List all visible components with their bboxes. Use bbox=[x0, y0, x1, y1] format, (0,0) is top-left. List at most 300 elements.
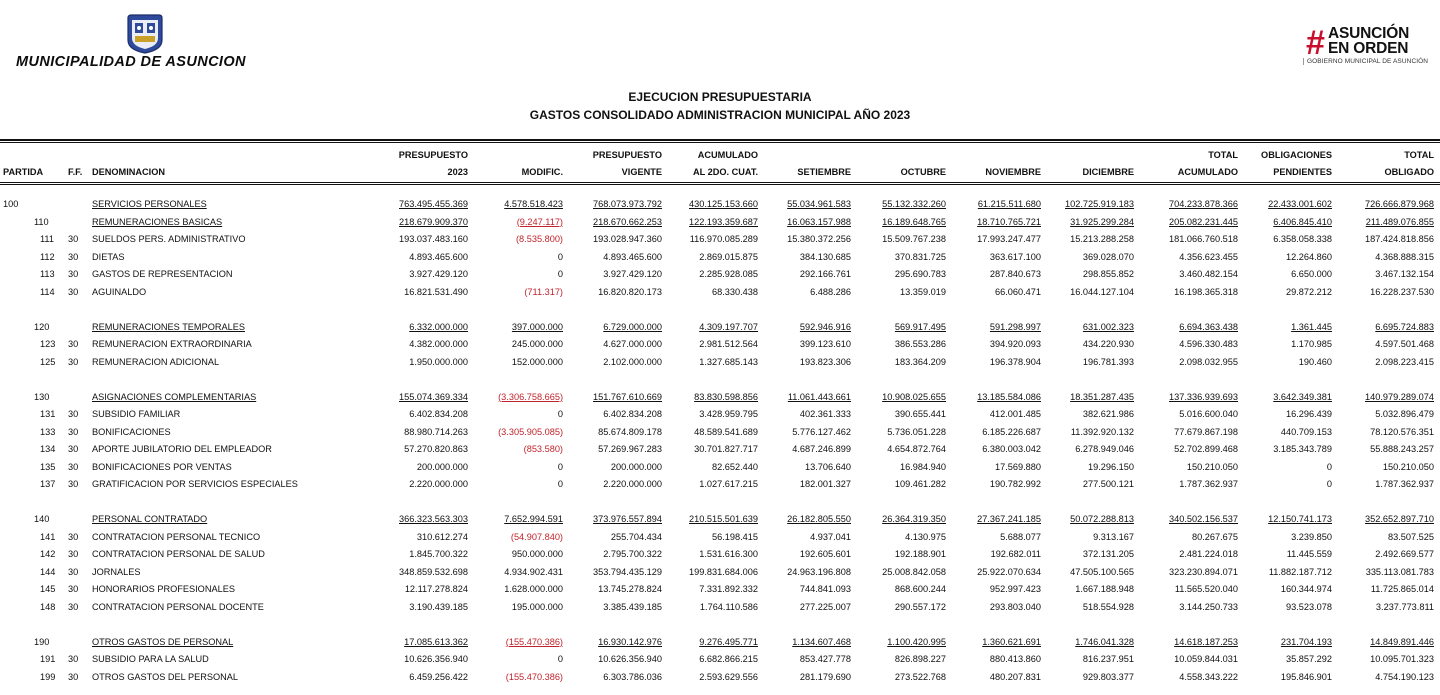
cell-partida: 123 bbox=[40, 339, 56, 349]
cell-presupuesto-vigente: 2.102.000.000 bbox=[603, 356, 662, 367]
cell-total-acumulado: 1.787.362.937 bbox=[1179, 479, 1238, 489]
cell-presupuesto-vigente: 2.795.700.322 bbox=[603, 549, 662, 559]
cell-obligaciones-pendientes: 160.344.974 bbox=[1280, 584, 1332, 594]
cell-denominacion: ASIGNACIONES COMPLEMENTARIAS bbox=[92, 391, 257, 402]
cell-noviembre: 6.185.226.687 bbox=[982, 426, 1041, 437]
cell-acumulado-2do-cuat: 1.327.685.143 bbox=[699, 356, 758, 367]
cell-diciembre: 11.392.920.132 bbox=[1070, 426, 1134, 437]
cell-ff: 30 bbox=[68, 426, 79, 437]
cell-diciembre: 1.746.041.328 bbox=[1075, 636, 1134, 647]
cell-diciembre: 15.213.288.258 bbox=[1070, 234, 1134, 244]
table-top-rule bbox=[0, 139, 1440, 141]
cell-acumulado-2do-cuat: 210.515.501.639 bbox=[689, 514, 758, 524]
cell-modific: 0 bbox=[557, 251, 563, 262]
table-top-rule-thin bbox=[0, 142, 1440, 143]
cell-total-acumulado: 3.144.250.733 bbox=[1179, 601, 1238, 612]
cell-setiembre: 281.179.690 bbox=[799, 671, 851, 682]
cell-presupuesto-vigente: 6.729.000.000 bbox=[603, 321, 662, 332]
cell-octubre: 569.917.495 bbox=[894, 321, 946, 332]
table-row-subtotal bbox=[0, 635, 1440, 653]
cell-denominacion: REMUNERACION ADICIONAL bbox=[92, 356, 220, 367]
cell-denominacion: DIETAS bbox=[92, 251, 125, 262]
cell-setiembre: 182.001.327 bbox=[799, 479, 851, 489]
cell-octubre: 13.359.019 bbox=[900, 286, 946, 297]
cell-setiembre: 277.225.007 bbox=[799, 601, 851, 612]
table-row-subtotal bbox=[0, 512, 1440, 530]
cell-acumulado-2do-cuat: 48.589.541.689 bbox=[694, 426, 758, 437]
cell-ff: 30 bbox=[68, 234, 79, 244]
cell-modific: (8.535.800) bbox=[516, 234, 563, 244]
cell-partida: 145 bbox=[40, 584, 56, 594]
cell-noviembre: 17.993.247.477 bbox=[977, 234, 1041, 244]
cell-obligaciones-pendientes: 11.882.187.712 bbox=[1268, 566, 1332, 577]
table-row-subtotal bbox=[0, 390, 1440, 408]
cell-octubre: 25.008.842.058 bbox=[882, 566, 946, 577]
cell-denominacion: HONORARIOS PROFESIONALES bbox=[92, 584, 235, 594]
report-title: EJECUCION PRESUPUESTARIA bbox=[628, 90, 812, 104]
cell-modific: 0 bbox=[557, 654, 563, 664]
col-vigente-top: PRESUPUESTO bbox=[592, 150, 662, 160]
cell-total-acumulado: 10.059.844.031 bbox=[1174, 654, 1238, 664]
cell-acumulado-2do-cuat: 7.331.892.332 bbox=[699, 584, 758, 594]
cell-obligaciones-pendientes: 12.150.741.173 bbox=[1268, 514, 1332, 524]
cell-total-obligado: 2.492.669.577 bbox=[1375, 549, 1434, 559]
cell-diciembre: 47.505.100.565 bbox=[1070, 566, 1134, 577]
cell-partida: 199 bbox=[40, 671, 56, 682]
cell-presupuesto-2023: 155.074.369.334 bbox=[399, 391, 468, 402]
cell-diciembre: 18.351.287.435 bbox=[1070, 391, 1134, 402]
cell-noviembre: 5.688.077 bbox=[1000, 531, 1041, 542]
campaign-slogan-line2: EN ORDEN bbox=[1328, 40, 1409, 57]
cell-denominacion: PERSONAL CONTRATADO bbox=[92, 514, 208, 524]
row-spacer bbox=[0, 617, 1440, 635]
cell-setiembre: 13.706.640 bbox=[805, 461, 851, 472]
cell-presupuesto-2023: 763.495.455.369 bbox=[399, 199, 468, 209]
col-acumulado-top: ACUMULADO bbox=[697, 150, 758, 160]
cell-octubre: 868.600.244 bbox=[894, 584, 946, 594]
cell-presupuesto-2023: 4.382.000.000 bbox=[409, 339, 468, 349]
cell-total-acumulado: 4.596.330.483 bbox=[1179, 339, 1238, 349]
col-total-oblig-bottom: OBLIGADO bbox=[1384, 167, 1434, 177]
cell-modific: 0 bbox=[557, 409, 563, 419]
table-row bbox=[0, 670, 1440, 688]
cell-denominacion: CONTRATACION PERSONAL DOCENTE bbox=[92, 601, 264, 612]
cell-setiembre: 55.034.961.583 bbox=[787, 199, 851, 209]
cell-diciembre: 816.237.951 bbox=[1082, 654, 1134, 664]
cell-partida: 114 bbox=[40, 286, 55, 297]
cell-ff: 30 bbox=[68, 654, 79, 664]
cell-modific: (155.470.386) bbox=[505, 636, 563, 647]
cell-setiembre: 853.427.778 bbox=[799, 654, 851, 664]
cell-presupuesto-2023: 348.859.532.698 bbox=[399, 566, 468, 577]
cell-presupuesto-2023: 6.402.834.208 bbox=[409, 409, 468, 419]
cell-diciembre: 369.028.070 bbox=[1082, 251, 1134, 262]
cell-total-obligado: 4.368.888.315 bbox=[1375, 251, 1434, 262]
row-spacer bbox=[0, 372, 1440, 390]
cell-acumulado-2do-cuat: 1.027.617.215 bbox=[699, 479, 758, 489]
cell-acumulado-2do-cuat: 9.276.495.771 bbox=[699, 636, 758, 647]
cell-partida: 113 bbox=[40, 269, 55, 279]
table-row-subtotal bbox=[0, 197, 1440, 215]
cell-obligaciones-pendientes: 29.872.212 bbox=[1286, 286, 1332, 297]
cell-noviembre: 287.840.673 bbox=[989, 269, 1041, 279]
cell-obligaciones-pendientes: 0 bbox=[1326, 479, 1332, 489]
cell-partida: 190 bbox=[34, 636, 50, 647]
cell-setiembre: 384.130.685 bbox=[799, 251, 851, 262]
cell-modific: 195.000.000 bbox=[511, 601, 563, 612]
cell-denominacion: SUELDOS PERS. ADMINISTRATIVO bbox=[92, 234, 246, 244]
cell-presupuesto-2023: 310.612.274 bbox=[416, 531, 468, 542]
table-row bbox=[0, 355, 1440, 373]
cell-setiembre: 399.123.610 bbox=[799, 339, 851, 349]
report-header bbox=[0, 0, 1440, 135]
cell-octubre: 192.188.901 bbox=[894, 549, 946, 559]
cell-ff: 30 bbox=[68, 269, 79, 279]
cell-obligaciones-pendientes: 11.445.559 bbox=[1286, 549, 1332, 559]
cell-total-acumulado: 150.210.050 bbox=[1186, 461, 1238, 472]
cell-noviembre: 412.001.485 bbox=[989, 409, 1041, 419]
cell-acumulado-2do-cuat: 83.830.598.856 bbox=[694, 391, 758, 402]
cell-presupuesto-vigente: 353.794.435.129 bbox=[593, 566, 662, 577]
cell-partida: 148 bbox=[40, 601, 56, 612]
cell-partida: 144 bbox=[40, 566, 56, 577]
cell-total-obligado: 78.120.576.351 bbox=[1370, 426, 1434, 437]
cell-presupuesto-vigente: 85.674.809.178 bbox=[598, 426, 662, 437]
cell-octubre: 15.509.767.238 bbox=[882, 234, 946, 244]
cell-obligaciones-pendientes: 1.361.445 bbox=[1291, 321, 1332, 332]
cell-partida: 125 bbox=[40, 356, 56, 367]
cell-partida: 137 bbox=[40, 479, 56, 489]
col-partida: PARTIDA bbox=[3, 167, 44, 177]
cell-modific: (155.470.386) bbox=[505, 671, 563, 682]
cell-presupuesto-vigente: 151.767.610.669 bbox=[593, 391, 662, 402]
cell-ff: 30 bbox=[68, 286, 79, 297]
cell-octubre: 273.522.768 bbox=[894, 671, 946, 682]
cell-setiembre: 192.605.601 bbox=[799, 549, 851, 559]
col-ff: F.F. bbox=[68, 167, 83, 177]
table-row bbox=[0, 547, 1440, 565]
cell-presupuesto-vigente: 4.627.000.000 bbox=[603, 339, 662, 349]
cell-total-acumulado: 340.502.156.537 bbox=[1169, 514, 1238, 524]
cell-setiembre: 193.823.306 bbox=[799, 356, 851, 367]
col-oblig-bottom: PENDIENTES bbox=[1273, 167, 1332, 177]
coat-of-arms-logo bbox=[122, 14, 168, 54]
cell-presupuesto-2023: 6.459.256.422 bbox=[409, 671, 468, 682]
cell-denominacion: BONIFICACIONES POR VENTAS bbox=[92, 461, 232, 472]
cell-partida: 110 bbox=[34, 216, 49, 227]
cell-octubre: 5.736.051.228 bbox=[887, 426, 946, 437]
cell-diciembre: 1.667.188.948 bbox=[1075, 584, 1134, 594]
table-row bbox=[0, 442, 1440, 460]
budget-table bbox=[0, 139, 1440, 687]
cell-acumulado-2do-cuat: 2.869.015.875 bbox=[699, 251, 758, 262]
cell-presupuesto-2023: 3.190.439.185 bbox=[409, 601, 468, 612]
cell-setiembre: 15.380.372.256 bbox=[787, 234, 851, 244]
cell-total-acumulado: 137.336.939.693 bbox=[1169, 391, 1238, 402]
cell-total-obligado: 1.787.362.937 bbox=[1375, 479, 1434, 489]
cell-octubre: 16.984.940 bbox=[900, 461, 946, 472]
table-row-subtotal bbox=[0, 320, 1440, 338]
cell-octubre: 390.655.441 bbox=[894, 409, 946, 419]
cell-presupuesto-2023: 4.893.465.600 bbox=[409, 251, 468, 262]
cell-ff: 30 bbox=[68, 584, 79, 594]
cell-noviembre: 1.360.621.691 bbox=[982, 636, 1041, 647]
cell-octubre: 55.132.332.260 bbox=[882, 199, 946, 209]
table-row bbox=[0, 565, 1440, 583]
cell-presupuesto-2023: 12.117.278.824 bbox=[404, 584, 468, 594]
cell-denominacion: JORNALES bbox=[92, 566, 141, 577]
cell-obligaciones-pendientes: 440.709.153 bbox=[1280, 426, 1332, 437]
cell-octubre: 386.553.286 bbox=[894, 339, 946, 349]
cell-obligaciones-pendientes: 6.406.845.410 bbox=[1273, 216, 1332, 227]
col-octubre: OCTUBRE bbox=[900, 167, 946, 177]
cell-total-obligado: 11.725.865.014 bbox=[1370, 584, 1434, 594]
cell-total-obligado: 187.424.818.856 bbox=[1365, 234, 1434, 244]
cell-ff: 30 bbox=[68, 461, 79, 472]
cell-denominacion: GASTOS DE REPRESENTACION bbox=[92, 269, 233, 279]
cell-presupuesto-2023: 57.270.820.863 bbox=[404, 444, 468, 454]
cell-noviembre: 66.060.471 bbox=[995, 286, 1041, 297]
cell-acumulado-2do-cuat: 1.764.110.586 bbox=[699, 601, 758, 612]
cell-presupuesto-vigente: 768.073.973.792 bbox=[593, 199, 662, 209]
cell-noviembre: 591.298.997 bbox=[989, 321, 1041, 332]
table-row bbox=[0, 582, 1440, 600]
cell-obligaciones-pendientes: 35.857.292 bbox=[1286, 654, 1332, 664]
cell-total-acumulado: 2.481.224.018 bbox=[1179, 549, 1238, 559]
cell-noviembre: 13.185.584.086 bbox=[977, 391, 1041, 402]
cell-modific: 4.934.902.431 bbox=[504, 566, 563, 577]
cell-modific: (711.317) bbox=[524, 286, 563, 297]
cell-modific: 0 bbox=[557, 461, 563, 472]
cell-acumulado-2do-cuat: 1.531.616.300 bbox=[699, 549, 758, 559]
col-total-acum-top: TOTAL bbox=[1208, 150, 1238, 160]
cell-total-acumulado: 4.558.343.222 bbox=[1179, 671, 1238, 682]
cell-setiembre: 744.841.093 bbox=[799, 584, 851, 594]
cell-presupuesto-vigente: 6.303.786.036 bbox=[603, 671, 662, 682]
table-row bbox=[0, 407, 1440, 425]
cell-total-acumulado: 16.198.365.318 bbox=[1174, 286, 1238, 297]
cell-acumulado-2do-cuat: 82.652.440 bbox=[712, 461, 758, 472]
cell-total-acumulado: 52.702.899.468 bbox=[1174, 444, 1238, 454]
cell-diciembre: 434.220.930 bbox=[1082, 339, 1134, 349]
cell-octubre: 26.364.319.350 bbox=[882, 514, 946, 524]
cell-presupuesto-vigente: 16.820.820.173 bbox=[598, 286, 662, 297]
cell-octubre: 1.100.420.995 bbox=[887, 636, 946, 647]
cell-partida: 140 bbox=[34, 514, 50, 524]
cell-presupuesto-vigente: 16.930.142.976 bbox=[598, 636, 662, 647]
cell-presupuesto-2023: 3.927.429.120 bbox=[409, 269, 468, 279]
cell-acumulado-2do-cuat: 30.701.827.717 bbox=[694, 444, 758, 454]
cell-noviembre: 17.569.880 bbox=[995, 461, 1041, 472]
cell-partida: 134 bbox=[40, 444, 56, 454]
table-row bbox=[0, 530, 1440, 548]
cell-modific: (3.305.905.085) bbox=[498, 426, 563, 437]
cell-obligaciones-pendientes: 3.185.343.789 bbox=[1273, 444, 1332, 454]
cell-total-acumulado: 323.230.894.071 bbox=[1169, 566, 1238, 577]
cell-acumulado-2do-cuat: 430.125.153.660 bbox=[689, 199, 758, 209]
col-denominacion: DENOMINACION bbox=[92, 167, 165, 177]
cell-setiembre: 5.776.127.462 bbox=[792, 426, 851, 437]
cell-acumulado-2do-cuat: 4.309.197.707 bbox=[699, 321, 758, 332]
cell-modific: (9.247.117) bbox=[516, 216, 563, 227]
report-subtitle: GASTOS CONSOLIDADO ADMINISTRACION MUNICIPAL AÑO 2023 bbox=[529, 108, 911, 122]
cell-partida: 100 bbox=[3, 199, 19, 209]
cell-diciembre: 9.313.167 bbox=[1093, 531, 1134, 542]
cell-denominacion: OTROS GASTOS DEL PERSONAL bbox=[92, 671, 239, 682]
cell-octubre: 16.189.648.765 bbox=[882, 216, 946, 227]
cell-denominacion: SUBSIDIO PARA LA SALUD bbox=[92, 654, 209, 664]
table-row bbox=[0, 285, 1440, 303]
row-spacer bbox=[0, 495, 1440, 513]
cell-ff: 30 bbox=[68, 339, 79, 349]
cell-acumulado-2do-cuat: 199.831.684.006 bbox=[689, 566, 758, 577]
header-row-top bbox=[0, 147, 1440, 164]
cell-partida: 135 bbox=[40, 461, 56, 472]
cell-denominacion: REMUNERACIONES TEMPORALES bbox=[92, 321, 245, 332]
cell-presupuesto-vigente: 3.927.429.120 bbox=[603, 269, 662, 279]
cell-noviembre: 952.997.423 bbox=[989, 584, 1041, 594]
col-total-oblig-top: TOTAL bbox=[1404, 150, 1434, 160]
cell-setiembre: 6.488.286 bbox=[810, 286, 851, 297]
table-body bbox=[0, 197, 1440, 687]
cell-noviembre: 192.682.011 bbox=[990, 549, 1041, 559]
col-noviembre: NOVIEMBRE bbox=[985, 167, 1041, 177]
cell-presupuesto-vigente: 200.000.000 bbox=[610, 461, 662, 472]
cell-presupuesto-2023: 366.323.563.303 bbox=[399, 514, 468, 524]
cell-total-obligado: 352.652.897.710 bbox=[1365, 514, 1434, 524]
cell-ff: 30 bbox=[68, 251, 79, 262]
cell-diciembre: 102.725.919.183 bbox=[1065, 199, 1134, 209]
cell-obligaciones-pendientes: 3.642.349.381 bbox=[1273, 391, 1332, 402]
header-row-bottom bbox=[0, 164, 1440, 181]
cell-octubre: 10.908.025.655 bbox=[882, 391, 946, 402]
cell-acumulado-2do-cuat: 2.981.512.564 bbox=[699, 339, 758, 349]
cell-diciembre: 16.044.127.104 bbox=[1070, 286, 1134, 297]
cell-total-obligado: 14.849.891.446 bbox=[1370, 636, 1434, 647]
cell-total-obligado: 4.754.190.123 bbox=[1375, 671, 1434, 682]
cell-denominacion: GRATIFICACION POR SERVICIOS ESPECIALES bbox=[92, 479, 298, 489]
cell-denominacion: CONTRATACION PERSONAL TECNICO bbox=[92, 531, 261, 542]
cell-presupuesto-2023: 2.220.000.000 bbox=[409, 479, 468, 489]
cell-total-obligado: 2.098.223.415 bbox=[1375, 356, 1434, 367]
table-row bbox=[0, 232, 1440, 250]
cell-presupuesto-2023: 200.000.000 bbox=[416, 461, 468, 472]
cell-octubre: 295.690.783 bbox=[894, 269, 946, 279]
cell-octubre: 183.364.209 bbox=[894, 356, 946, 367]
col-total-acum-bottom: ACUMULADO bbox=[1177, 167, 1238, 177]
cell-partida: 112 bbox=[40, 251, 55, 262]
table-row bbox=[0, 425, 1440, 443]
cell-obligaciones-pendientes: 3.239.850 bbox=[1291, 531, 1332, 542]
cell-octubre: 109.461.282 bbox=[894, 479, 946, 489]
cell-partida: 130 bbox=[34, 391, 50, 402]
table-row bbox=[0, 250, 1440, 268]
cell-setiembre: 402.361.333 bbox=[799, 409, 851, 419]
cell-diciembre: 631.002.323 bbox=[1082, 321, 1134, 332]
cell-total-acumulado: 4.356.623.455 bbox=[1179, 251, 1238, 262]
cell-presupuesto-vigente: 218.670.662.253 bbox=[593, 216, 662, 227]
cell-denominacion: SUBSIDIO FAMILIAR bbox=[92, 409, 181, 419]
col-presupuesto-bottom: 2023 bbox=[447, 167, 468, 177]
cell-total-obligado: 5.032.896.479 bbox=[1375, 409, 1434, 419]
table-row-subtotal bbox=[0, 215, 1440, 233]
cell-total-obligado: 3.237.773.811 bbox=[1375, 601, 1434, 612]
cell-total-acumulado: 181.066.760.518 bbox=[1169, 234, 1238, 244]
asuncion-en-orden-logo bbox=[1303, 24, 1429, 68]
cell-partida: 141 bbox=[40, 531, 56, 542]
cell-acumulado-2do-cuat: 6.682.866.215 bbox=[699, 654, 758, 664]
cell-acumulado-2do-cuat: 116.970.085.289 bbox=[689, 234, 758, 244]
cell-denominacion: BONIFICACIONES bbox=[92, 426, 171, 437]
cell-modific: 950.000.000 bbox=[511, 549, 563, 559]
cell-presupuesto-2023: 1.950.000.000 bbox=[409, 356, 468, 367]
cell-partida: 131 bbox=[40, 409, 56, 419]
col-setiembre: SETIEMBRE bbox=[797, 167, 851, 177]
cell-octubre: 826.898.227 bbox=[894, 654, 946, 664]
cell-obligaciones-pendientes: 231.704.193 bbox=[1280, 636, 1332, 647]
cell-diciembre: 298.855.852 bbox=[1082, 269, 1134, 279]
cell-total-obligado: 16.228.237.530 bbox=[1370, 286, 1434, 297]
cell-obligaciones-pendientes: 12.264.860 bbox=[1286, 251, 1332, 262]
cell-total-obligado: 211.489.076.855 bbox=[1365, 216, 1434, 227]
cell-modific: 245.000.000 bbox=[511, 339, 563, 349]
cell-diciembre: 19.296.150 bbox=[1088, 461, 1134, 472]
col-diciembre: DICIEMBRE bbox=[1082, 167, 1134, 177]
cell-setiembre: 292.166.761 bbox=[799, 269, 851, 279]
cell-denominacion: REMUNERACION EXTRAORDINARIA bbox=[92, 339, 252, 349]
cell-presupuesto-vigente: 6.402.834.208 bbox=[603, 409, 662, 419]
cell-noviembre: 27.367.241.185 bbox=[977, 514, 1041, 524]
cell-ff: 30 bbox=[68, 531, 79, 542]
cell-diciembre: 518.554.928 bbox=[1082, 601, 1134, 612]
cell-modific: (3.306.758.665) bbox=[498, 391, 563, 402]
cell-total-obligado: 3.467.132.154 bbox=[1375, 269, 1434, 279]
cell-presupuesto-vigente: 13.745.278.824 bbox=[598, 584, 662, 594]
cell-obligaciones-pendientes: 93.523.078 bbox=[1286, 601, 1332, 612]
cell-total-obligado: 726.666.879.968 bbox=[1365, 199, 1434, 209]
cell-ff: 30 bbox=[68, 356, 79, 367]
cell-total-acumulado: 5.016.600.040 bbox=[1179, 409, 1238, 419]
cell-presupuesto-2023: 10.626.356.940 bbox=[404, 654, 468, 664]
cell-presupuesto-vigente: 4.893.465.600 bbox=[603, 251, 662, 262]
cell-octubre: 290.557.172 bbox=[894, 601, 946, 612]
cell-acumulado-2do-cuat: 56.198.415 bbox=[712, 531, 758, 542]
cell-octubre: 4.654.872.764 bbox=[887, 444, 946, 454]
col-modific: MODIFIC. bbox=[521, 167, 563, 177]
cell-modific: 152.000.000 bbox=[511, 356, 563, 367]
cell-presupuesto-2023: 193.037.483.160 bbox=[399, 234, 468, 244]
table-row bbox=[0, 460, 1440, 478]
cell-presupuesto-2023: 16.821.531.490 bbox=[404, 286, 468, 297]
header-bottom-rule-2 bbox=[0, 184, 1440, 185]
cell-total-acumulado: 6.694.363.438 bbox=[1179, 321, 1238, 332]
cell-modific: 7.652.994.591 bbox=[504, 514, 563, 524]
cell-presupuesto-2023: 88.980.714.263 bbox=[404, 426, 468, 437]
cell-total-acumulado: 205.082.231.445 bbox=[1169, 216, 1238, 227]
cell-presupuesto-vigente: 3.385.439.185 bbox=[603, 601, 662, 612]
cell-total-acumulado: 3.460.482.154 bbox=[1179, 269, 1238, 279]
cell-total-obligado: 83.507.525 bbox=[1388, 531, 1434, 542]
cell-total-obligado: 55.888.243.257 bbox=[1370, 444, 1434, 454]
table-row bbox=[0, 337, 1440, 355]
cell-total-acumulado: 80.267.675 bbox=[1192, 531, 1238, 542]
cell-setiembre: 4.687.246.899 bbox=[792, 444, 851, 454]
cell-acumulado-2do-cuat: 68.330.438 bbox=[712, 286, 758, 297]
cell-total-acumulado: 77.679.867.198 bbox=[1174, 426, 1238, 437]
cell-ff: 30 bbox=[68, 566, 79, 577]
cell-presupuesto-vigente: 10.626.356.940 bbox=[598, 654, 662, 664]
cell-denominacion: CONTRATACION PERSONAL DE SALUD bbox=[92, 549, 265, 559]
